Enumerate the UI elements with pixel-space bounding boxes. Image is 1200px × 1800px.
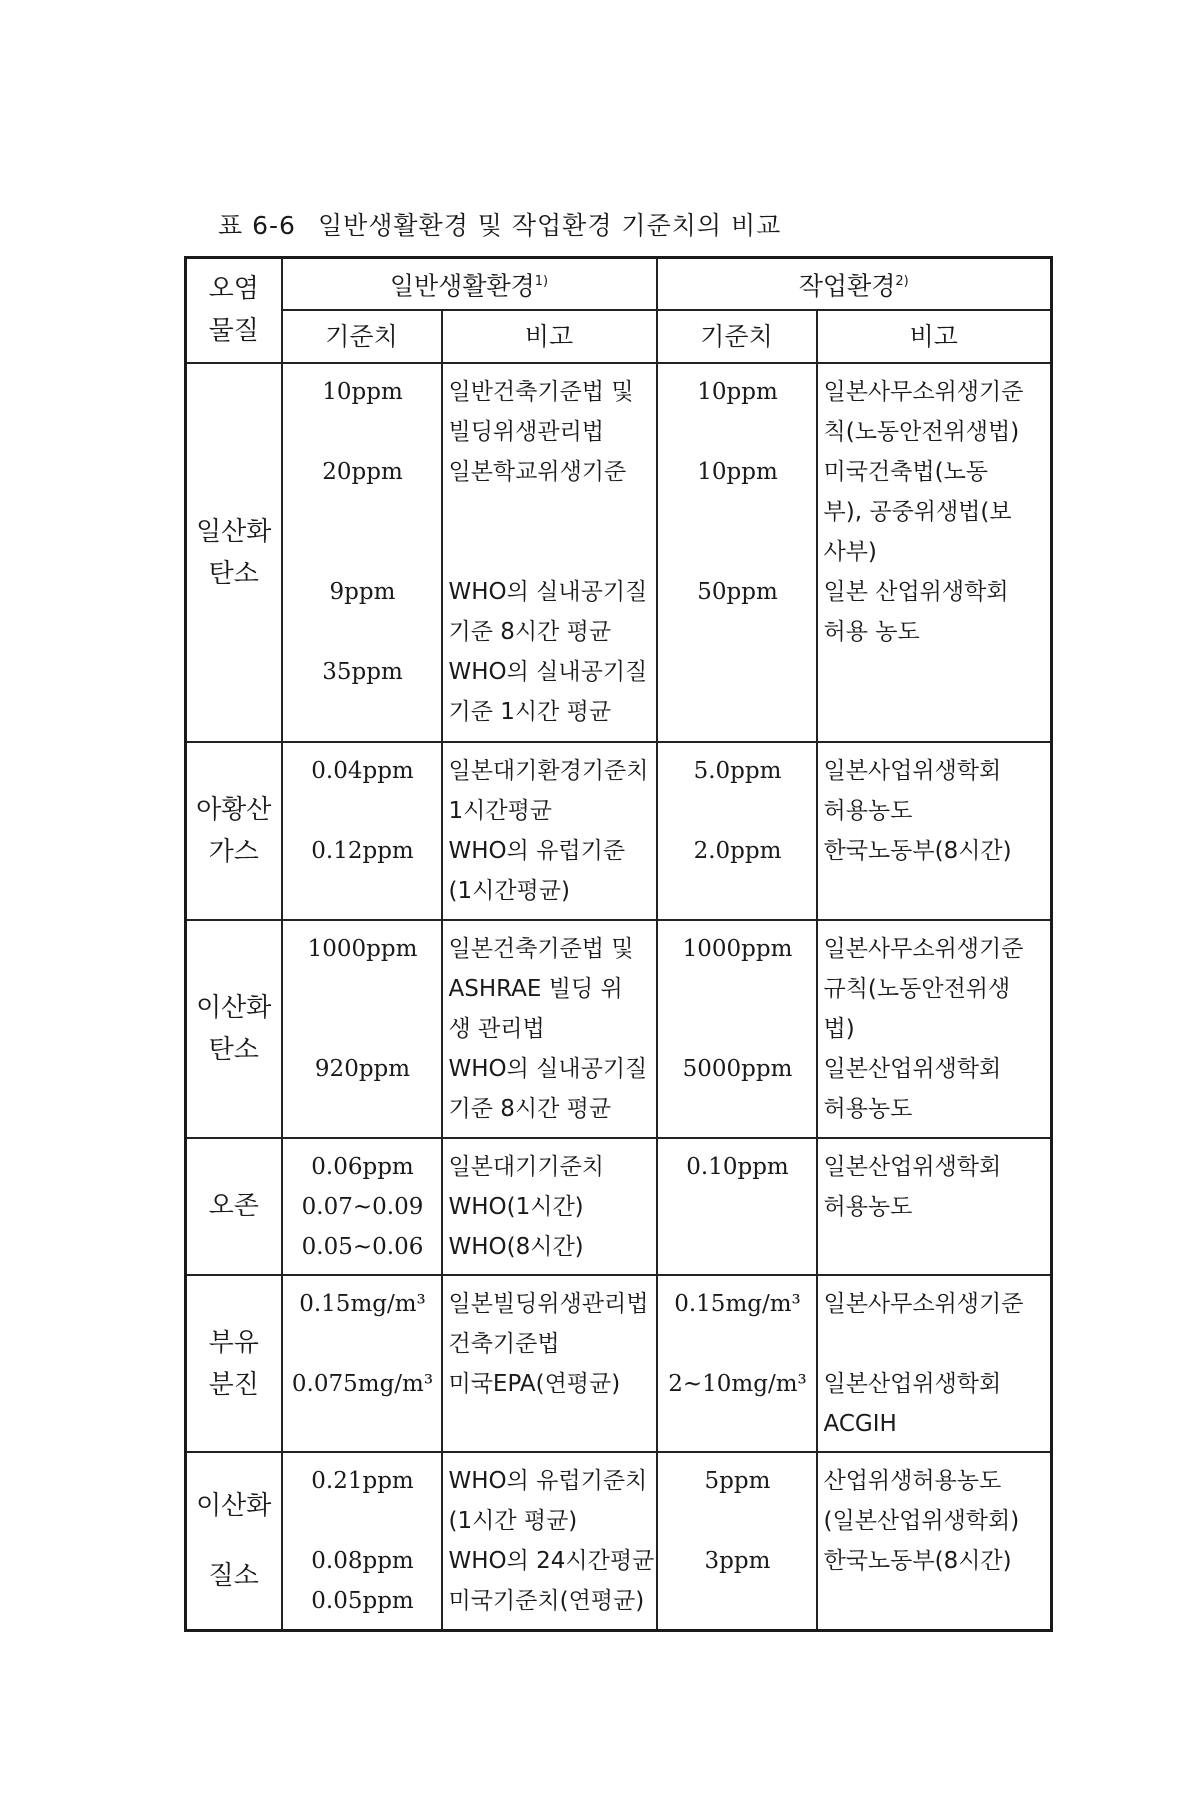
table-row xyxy=(186,920,1052,1138)
work-standard-cell: 5.0ppm 2.0ppm xyxy=(657,742,817,920)
gen-standard-cell: 0.06ppm 0.07~0.09 0.05~0.06 xyxy=(282,1138,442,1275)
work-remark-cell: 일본산업위생학회 허용농도 xyxy=(817,1138,1052,1275)
table-row xyxy=(186,1138,1052,1275)
pollutant-cell: 부유 분진 xyxy=(186,1275,282,1453)
gen-standard-cell: 10ppm 20ppm 9ppm 35ppm xyxy=(282,363,442,742)
work-standard-cell: 0.15mg/m³ 2~10mg/m³ xyxy=(657,1275,817,1453)
work-remark-cell: 일본사업위생학회 허용농도 한국노동부(8시간) xyxy=(817,742,1052,920)
pollutant-cell: 오존 xyxy=(186,1138,282,1275)
gen-remark-cell: 일반건축기준법 및 빌딩위생관리법 일본학교위생기준 WHO의 실내공기질 기준 8시간 평균 WHO의 실내공기질 기준 1시간 평균 xyxy=(442,363,657,742)
table-row xyxy=(186,1452,1052,1630)
gen-remark-cell: 일본대기기준치 WHO(1시간) WHO(8시간) xyxy=(442,1138,657,1275)
header-work-standard: 기준치 xyxy=(657,310,817,362)
pollutant-cell: 이산화 탄소 xyxy=(186,920,282,1138)
pollutant-cell: 일산화 탄소 xyxy=(186,363,282,742)
gen-standard-cell: 0.21ppm 0.08ppm 0.05ppm xyxy=(282,1452,442,1630)
gen-remark-cell: 일본건축기준법 및 ASHRAE 빌딩 위 생 관리법 WHO의 실내공기질 기준 8시간 평균 xyxy=(442,920,657,1138)
table-number: 표 6-6 xyxy=(218,211,296,240)
work-remark-cell: 일본사무소위생기준 칙(노동안전위생법) 미국건축법(노동 부), 공중위생법(보 사부) 일본 산업위생학회 허용 농도 xyxy=(817,363,1052,742)
header-gen-standard: 기준치 xyxy=(282,310,442,362)
work-standard-cell: 5ppm 3ppm xyxy=(657,1452,817,1630)
work-standard-cell: 10ppm 10ppm 50ppm xyxy=(657,363,817,742)
gen-remark-cell: 일본대기환경기준치 1시간평균 WHO의 유럽기준 (1시간평균) xyxy=(442,742,657,920)
table-title: 일반생활환경 및 작업환경 기준치의 비교 xyxy=(317,211,782,240)
header-pollutant: 오염 물질 xyxy=(186,258,282,363)
work-remark-cell: 산업위생허용농도 (일본산업위생학회) 한국노동부(8시간) xyxy=(817,1452,1052,1630)
work-remark-cell: 일본사무소위생기준 일본산업위생학회 ACGIH xyxy=(817,1275,1052,1453)
table-row xyxy=(186,363,1052,742)
gen-standard-cell: 1000ppm 920ppm xyxy=(282,920,442,1138)
table-row xyxy=(186,1275,1052,1453)
comparison-table xyxy=(184,256,1053,1632)
header-work-env: 작업환경$^{2)}$ xyxy=(657,258,1052,311)
gen-standard-cell: 0.15mg/m³ 0.075mg/m³ xyxy=(282,1275,442,1453)
header-work-remark: 비고 xyxy=(817,310,1052,362)
gen-standard-cell: 0.04ppm 0.12ppm xyxy=(282,742,442,920)
pollutant-cell: 아황산 가스 xyxy=(186,742,282,920)
pollutant-cell: 이산화 질소 xyxy=(186,1452,282,1630)
table-caption xyxy=(218,206,781,242)
gen-remark-cell: 일본빌딩위생관리법 건축기준법 미국EPA(연평균) xyxy=(442,1275,657,1453)
work-standard-cell: 0.10ppm xyxy=(657,1138,817,1275)
header-general-env: 일반생활환경$^{1)}$ xyxy=(282,258,657,311)
table-row xyxy=(186,742,1052,920)
work-remark-cell: 일본사무소위생기준 규칙(노동안전위생 법) 일본산업위생학회 허용농도 xyxy=(817,920,1052,1138)
work-standard-cell: 1000ppm 5000ppm xyxy=(657,920,817,1138)
gen-remark-cell: WHO의 유럽기준치 (1시간 평균) WHO의 24시간평균 미국기준치(연평균) xyxy=(442,1452,657,1630)
header-gen-remark: 비고 xyxy=(442,310,657,362)
